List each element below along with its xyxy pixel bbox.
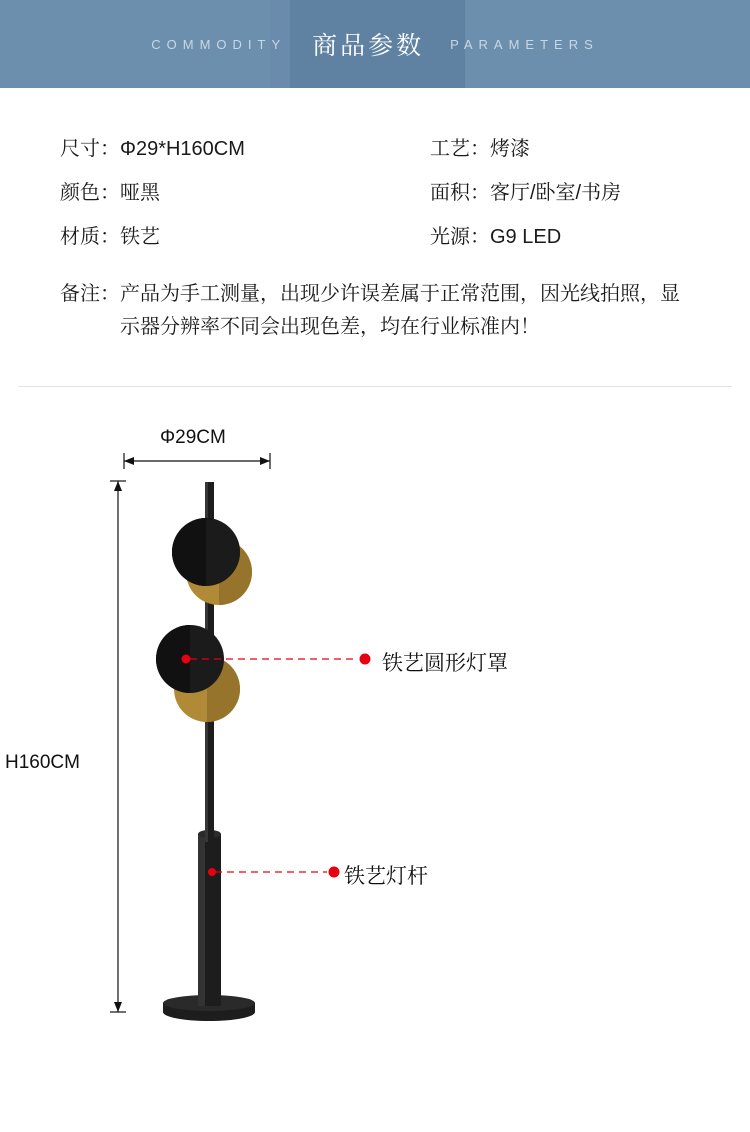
spec-label-craft: 工艺：: [430, 138, 490, 160]
height-arrow-bottom: [114, 1002, 122, 1012]
spec-value-material: 铁艺: [120, 226, 160, 248]
spec-label-lightsource: 光源：: [430, 226, 490, 248]
page-banner: [0, 0, 750, 88]
spec-section: [0, 88, 750, 344]
spec-row: [430, 222, 750, 252]
spec-label-area: 面积：: [430, 182, 490, 204]
spec-row: [430, 178, 750, 208]
spec-row: [60, 222, 430, 252]
spec-value-color: 哑黑: [120, 182, 160, 204]
height-dimension-label: H160CM: [5, 752, 80, 773]
spec-label-color: 颜色：: [60, 182, 120, 204]
width-dimension-label: Φ29CM: [160, 427, 226, 448]
spec-value-lightsource: G9 LED: [490, 226, 562, 248]
callout-label-pole: 铁艺灯杆: [344, 865, 428, 888]
width-dimension: [124, 453, 270, 469]
note-text: 产品为手工测量，出现少许误差属于正常范围，因光线拍照，显示器分辨率不同会出现色差，均在行业标准内！: [120, 283, 680, 338]
page-title: 商品参数: [312, 32, 425, 60]
spec-row: [430, 134, 750, 164]
callout-dot-shade-anchor: [182, 655, 191, 664]
spec-value-craft: 烤漆: [490, 138, 530, 160]
lamp-pole-lower: [198, 830, 221, 1006]
banner-left-text: COMMODITY: [151, 36, 287, 52]
spec-row: [60, 134, 430, 164]
spec-row: [60, 178, 430, 208]
callout-dot-pole: [329, 867, 340, 878]
lamp-head-lower: [156, 625, 240, 722]
lamp-head-upper: [172, 518, 252, 605]
height-dimension: [110, 481, 126, 1012]
spec-value-size: Φ29*H160CM: [120, 138, 245, 160]
spec-label-material: 材质：: [60, 226, 120, 248]
width-arrow-right: [260, 457, 270, 465]
callout-dot-pole-anchor: [208, 868, 216, 876]
product-dimension-diagram: [0, 387, 750, 1087]
banner-right-text: PARAMETERS: [450, 36, 599, 52]
height-arrow-top: [114, 481, 122, 491]
callout-dot-shade: [360, 654, 371, 665]
spec-label-size: 尺寸：: [60, 138, 120, 160]
width-arrow-left: [124, 457, 134, 465]
note-label: 备注：: [60, 283, 120, 305]
diagram-svg: [0, 387, 750, 1087]
spec-value-area: 客厅/卧室/书房: [490, 182, 622, 204]
callout-label-shade: 铁艺圆形灯罩: [382, 652, 508, 675]
note-block: [0, 278, 750, 344]
spec-grid: [0, 134, 750, 252]
